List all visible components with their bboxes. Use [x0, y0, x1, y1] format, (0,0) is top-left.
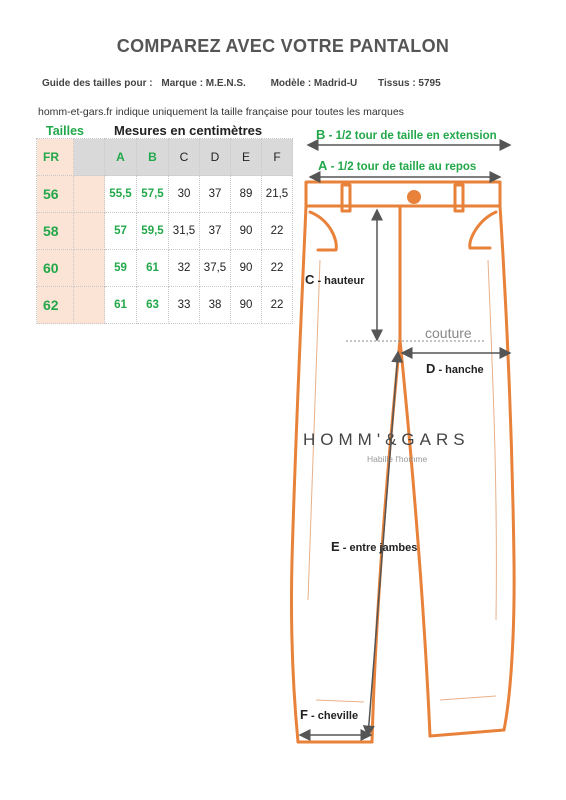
- tailles-heading: Tailles: [46, 124, 84, 138]
- cell-f: 22: [262, 250, 293, 287]
- inner-right-leg: [400, 340, 430, 736]
- size-fr: 58: [37, 213, 74, 250]
- cell-d: 38: [200, 287, 231, 324]
- size-fr: 56: [37, 176, 74, 213]
- label-c: C - hauteur: [305, 272, 365, 287]
- cell-a: 59: [105, 250, 137, 287]
- brand-logo: HOMM'&GARS: [303, 430, 470, 449]
- left-pocket: [310, 212, 336, 250]
- label-b: B - 1/2 tour de taille en extension: [316, 127, 497, 142]
- outer-left-leg: [291, 206, 306, 742]
- cell-c: 33: [169, 287, 200, 324]
- cell-e: 89: [231, 176, 262, 213]
- header-f: F: [262, 139, 293, 176]
- cell-d: 37: [200, 176, 231, 213]
- brand-tagline: Habille l'homme: [367, 454, 428, 464]
- label-e: E - entre jambes: [331, 539, 418, 554]
- label-f: F - cheville: [300, 707, 359, 722]
- cell-b: 57,5: [137, 176, 169, 213]
- header-fr: FR: [37, 139, 74, 176]
- header-c: C: [169, 139, 200, 176]
- cell-f: 22: [262, 287, 293, 324]
- right-pocket: [470, 212, 496, 248]
- cell-f: 22: [262, 213, 293, 250]
- cell-e: 90: [231, 213, 262, 250]
- cell-c: 30: [169, 176, 200, 213]
- cell-f: 21,5: [262, 176, 293, 213]
- guide-marque: Marque : M.E.N.S.: [161, 78, 246, 89]
- outer-right-leg: [500, 206, 514, 730]
- guide-label: Guide des tailles pour :: [42, 78, 153, 89]
- guide-modele: Modèle : Madrid-U: [270, 78, 358, 89]
- label-couture: couture: [425, 325, 472, 341]
- size-fr: 62: [37, 287, 74, 324]
- cell-b: 63: [137, 287, 169, 324]
- right-hem: [430, 730, 504, 736]
- inner-left-leg: [372, 340, 400, 742]
- label-d: D - hanche: [426, 361, 484, 376]
- guide-tissus: Tissus : 5795: [378, 78, 441, 89]
- cell-d: 37,5: [200, 250, 231, 287]
- page-title: COMPAREZ AVEC VOTRE PANTALON: [116, 36, 450, 56]
- header-b: B: [137, 139, 169, 176]
- header-d: D: [200, 139, 231, 176]
- cell-c: 31,5: [169, 213, 200, 250]
- cell-a: 55,5: [105, 176, 137, 213]
- cell-d: 37: [200, 213, 231, 250]
- size-fr: 60: [37, 250, 74, 287]
- label-a: A - 1/2 tour de taille au repos: [318, 158, 477, 173]
- cell-e: 90: [231, 250, 262, 287]
- site-note: homm-et-gars.fr indique uniquement la taille française pour toutes les marques: [38, 106, 404, 118]
- cell-e: 90: [231, 287, 262, 324]
- cell-a: 57: [105, 213, 137, 250]
- header-a: A: [105, 139, 137, 176]
- cell-b: 61: [137, 250, 169, 287]
- mesures-heading: Mesures en centimètres: [114, 123, 263, 138]
- cell-b: 59,5: [137, 213, 169, 250]
- cell-a: 61: [105, 287, 137, 324]
- button-icon: [407, 190, 421, 204]
- cell-c: 32: [169, 250, 200, 287]
- waistband: [306, 182, 500, 206]
- header-e: E: [231, 139, 262, 176]
